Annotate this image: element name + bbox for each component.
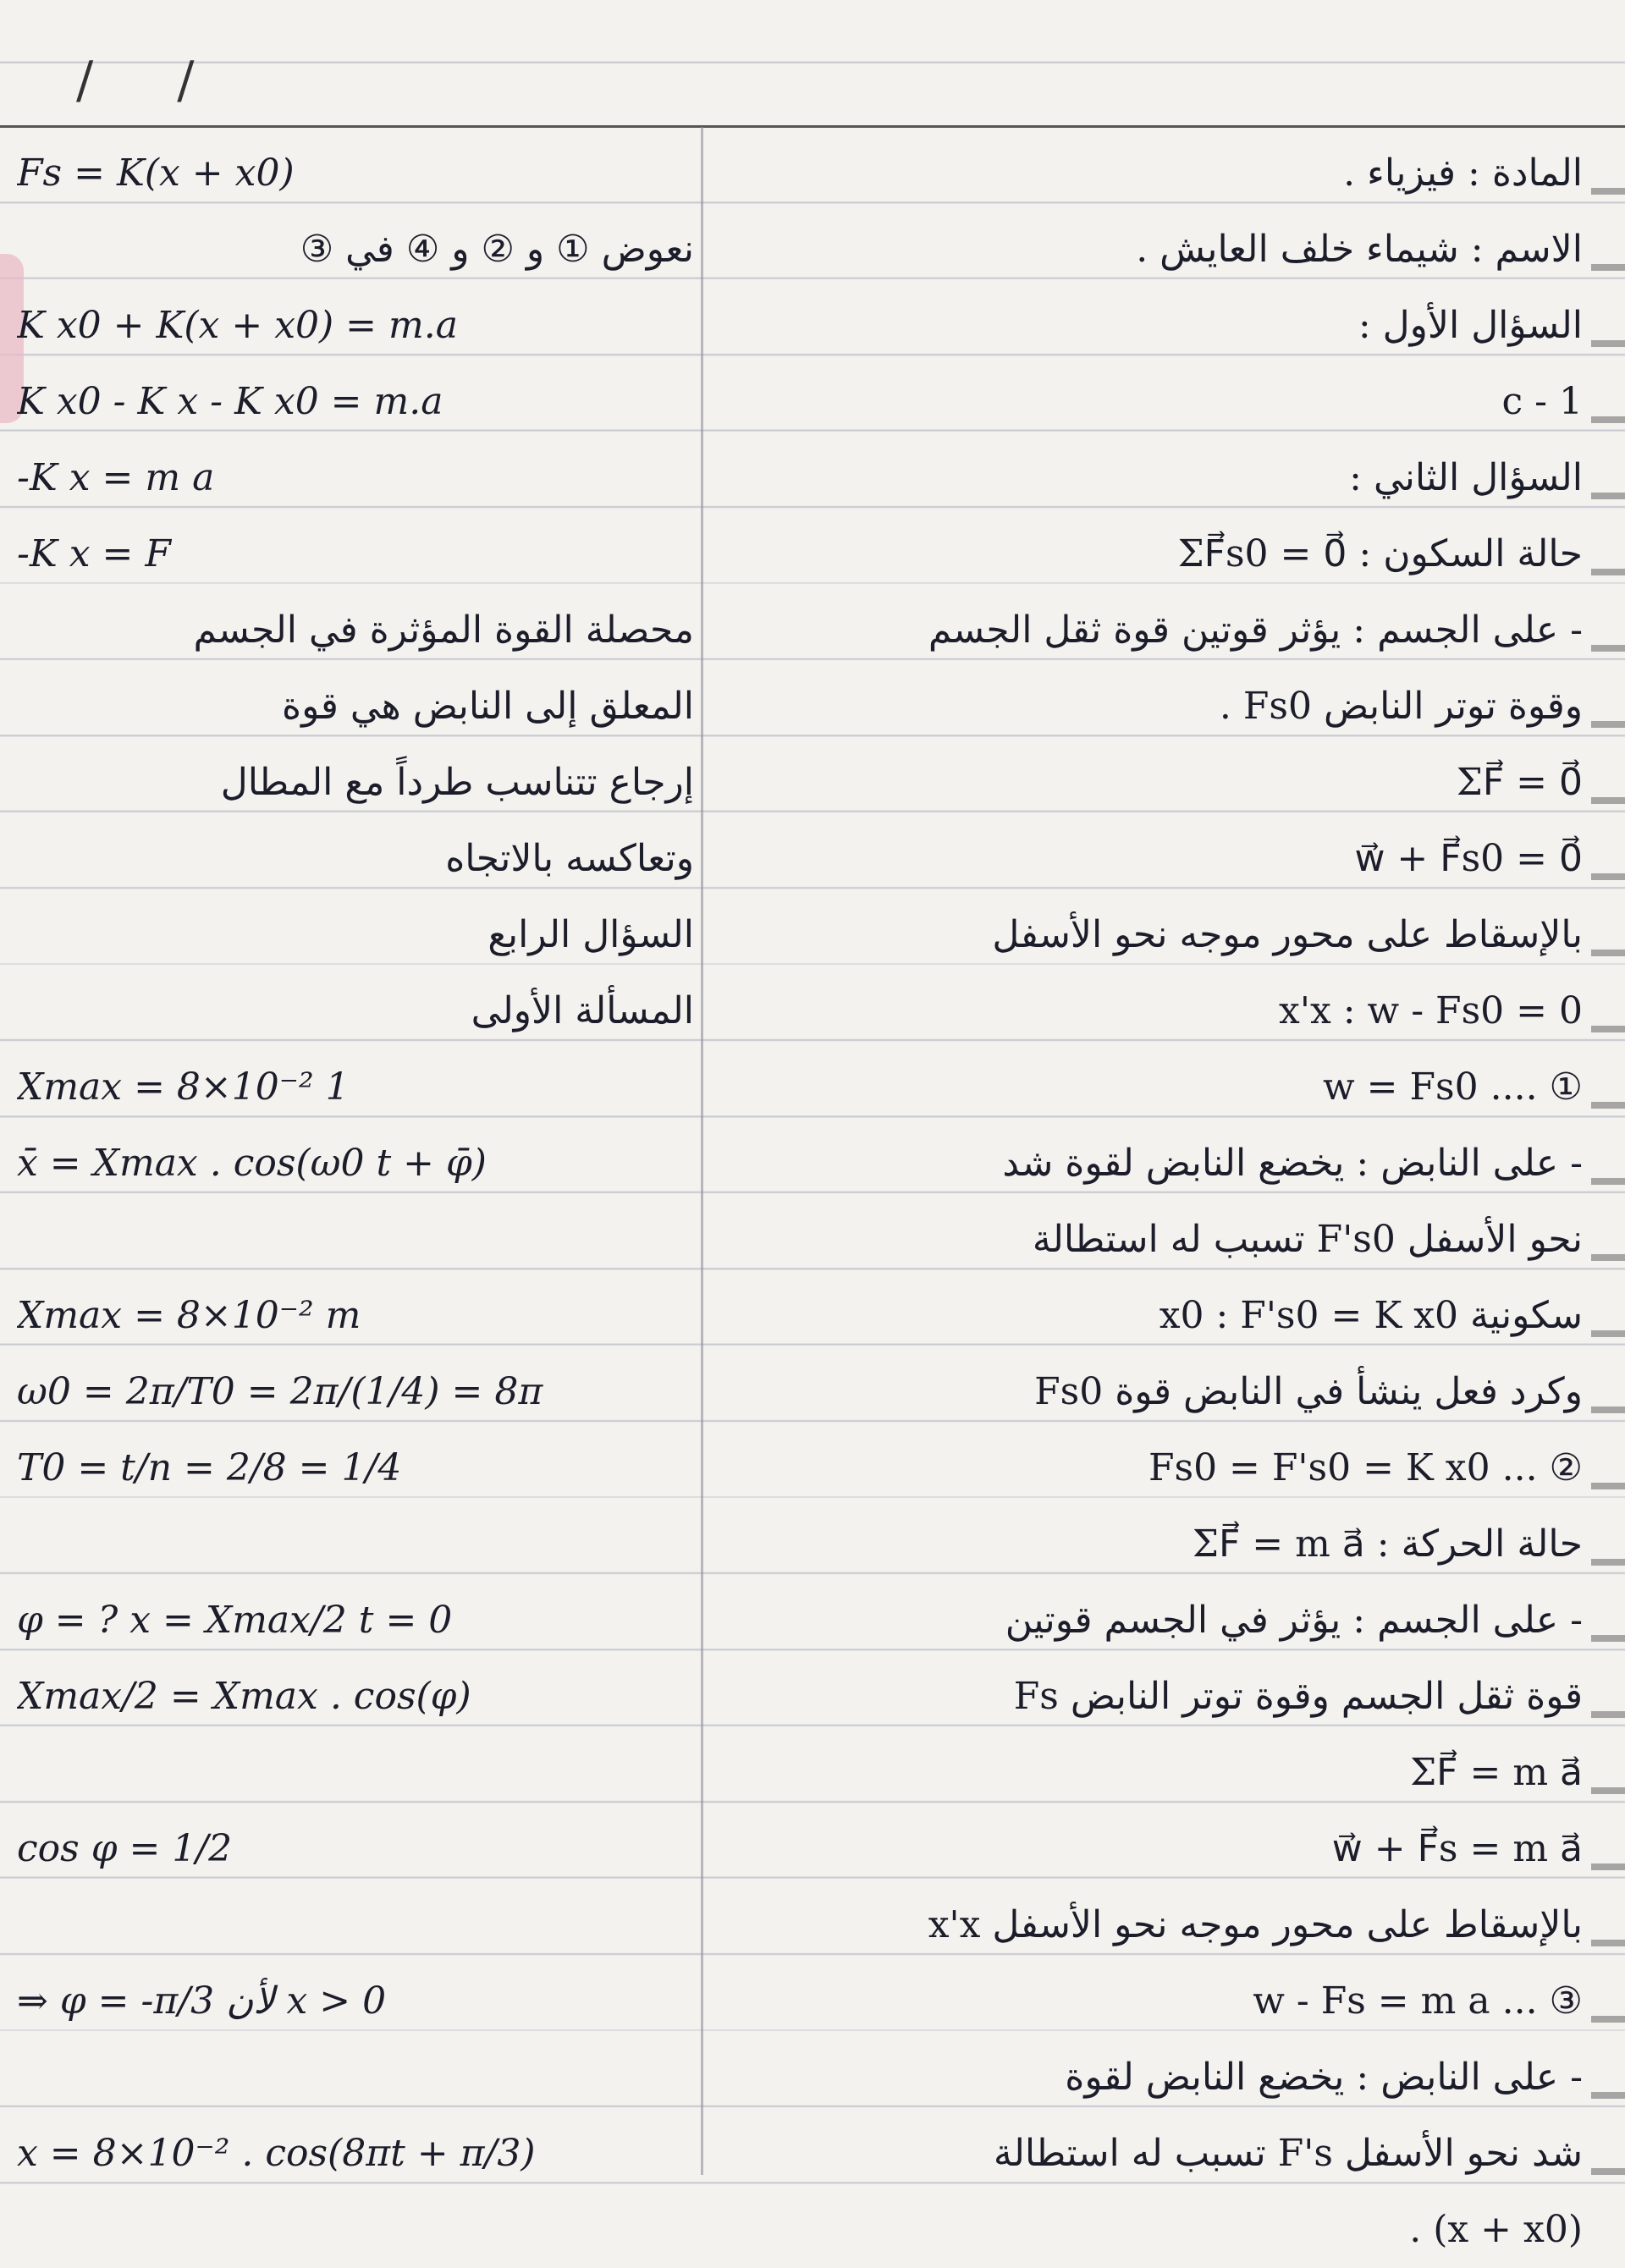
text-line: ② ... Fs0 = F's0 = K x0: [1148, 1446, 1583, 1489]
equation-line: T0 = t/n = 2/8 = 1/4: [17, 1446, 402, 1489]
equation-line: [17, 2040, 694, 2116]
text-line: - على الجسم : يؤثر قوتين قوة ثقل الجسم: [928, 608, 1583, 652]
text-line: السؤال الأول :: [1358, 304, 1583, 347]
text-line: - على النابض : يخضع النابض لقوة شد: [1002, 1142, 1583, 1185]
text-line: الاسم : شيماء خلف العايش .: [1136, 228, 1583, 271]
equation-line: φ = ? x = Xmax/2 t = 0: [17, 1599, 453, 1642]
column-divider: [701, 127, 703, 2175]
equation-line: Xmax/2 = Xmax . cos(φ): [17, 1675, 471, 1718]
equation-line: Xmax = 8×10⁻² 1: [17, 1065, 350, 1109]
equation-line: ⇒ φ = -π/3 لأن x > 0: [17, 1979, 387, 2023]
text-line: ① .... w = Fs0: [1323, 1065, 1583, 1109]
equation-line: [17, 1887, 694, 1963]
text-line: شد نحو الأسفل F's تسبب له استطالة: [993, 2132, 1583, 2175]
page-edge-marks: [1591, 127, 1625, 2192]
equation-line: Fs = K(x + x0): [17, 151, 295, 195]
left-column: [17, 135, 694, 2192]
text-line: سكونية x0 : F's0 = K x0: [1159, 1294, 1583, 1337]
equation-line: [17, 1202, 694, 1278]
text-line: السؤال الثاني :: [1349, 456, 1583, 499]
text-line: ΣF⃗ = 0⃗: [1456, 761, 1583, 804]
right-column: [719, 135, 1583, 2268]
text-line: المسألة الأولى: [471, 989, 694, 1032]
equation-line: x = 8×10⁻² . cos(8πt + π/3): [17, 2132, 536, 2175]
text-line: حالة الحركة : ΣF⃗ = m a⃗: [1192, 1522, 1583, 1566]
equation-line: [17, 1735, 694, 1811]
text-line: - على الجسم : يؤثر في الجسم قوتين: [1005, 1599, 1583, 1642]
equation-line: K x0 - K x - K x0 = m.a: [17, 380, 443, 423]
equation-line: x̄ = Xmax . cos(ω0 t + φ̄): [17, 1142, 487, 1185]
text-line: حالة السكون : ΣF⃗s0 = 0⃗: [1177, 532, 1583, 575]
text-line: (x + x0) .: [1409, 2208, 1583, 2251]
text-line: x'x : w - Fs0 = 0: [1279, 989, 1583, 1032]
equation-line: -K x = F: [17, 532, 171, 575]
text-line: محصلة القوة المؤثرة في الجسم: [193, 608, 694, 652]
text-line: 1 - c: [1501, 380, 1583, 423]
text-line: المعلق إلى النابض هي قوة: [282, 685, 694, 728]
equation-line: ω0 = 2π/T0 = 2π/(1/4) = 8π: [17, 1370, 543, 1413]
text-line: w⃗ + F⃗s = m a⃗: [1331, 1827, 1583, 1870]
top-rule: [0, 125, 1625, 128]
text-line: وقوة توتر النابض Fs0 .: [1219, 685, 1583, 728]
text-line: ③ ... w - Fs = m a: [1253, 1979, 1583, 2023]
text-line: نحو الأسفل F's0 تسبب له استطالة: [1032, 1218, 1583, 1261]
equation-line: K x0 + K(x + x0) = m.a: [17, 304, 458, 347]
top-marks: / /: [76, 51, 229, 110]
equation-line: Xmax = 8×10⁻² m: [17, 1294, 361, 1337]
text-line: ΣF⃗ = m a⃗: [1410, 1751, 1583, 1794]
text-line: وكرد فعل ينشأ في النابض قوة Fs0: [1034, 1370, 1583, 1413]
text-line: نعوض ① و ② و ④ في ③: [300, 228, 694, 271]
text-line: السؤال الرابع: [488, 913, 694, 956]
equation-line: cos φ = 1/2: [17, 1827, 233, 1870]
text-line: قوة ثقل الجسم وقوة توتر النابض Fs: [1013, 1675, 1583, 1718]
text-line: إرجاع تتناسب طرداً مع المطال: [220, 761, 694, 804]
text-line: وتعاكسه بالاتجاه: [445, 837, 694, 880]
equation-line: -K x = m a: [17, 456, 215, 499]
text-line: w⃗ + F⃗s0 = 0⃗: [1354, 837, 1583, 880]
equation-line: [17, 1506, 694, 1583]
text-line: بالإسقاط على محور موجه نحو الأسفل: [992, 913, 1583, 956]
text-line: بالإسقاط على محور موجه نحو الأسفل x'x: [928, 1903, 1583, 1946]
text-line: - على النابض : يخضع النابض لقوة: [1065, 2056, 1583, 2099]
text-line: المادة : فيزياء .: [1343, 151, 1583, 195]
